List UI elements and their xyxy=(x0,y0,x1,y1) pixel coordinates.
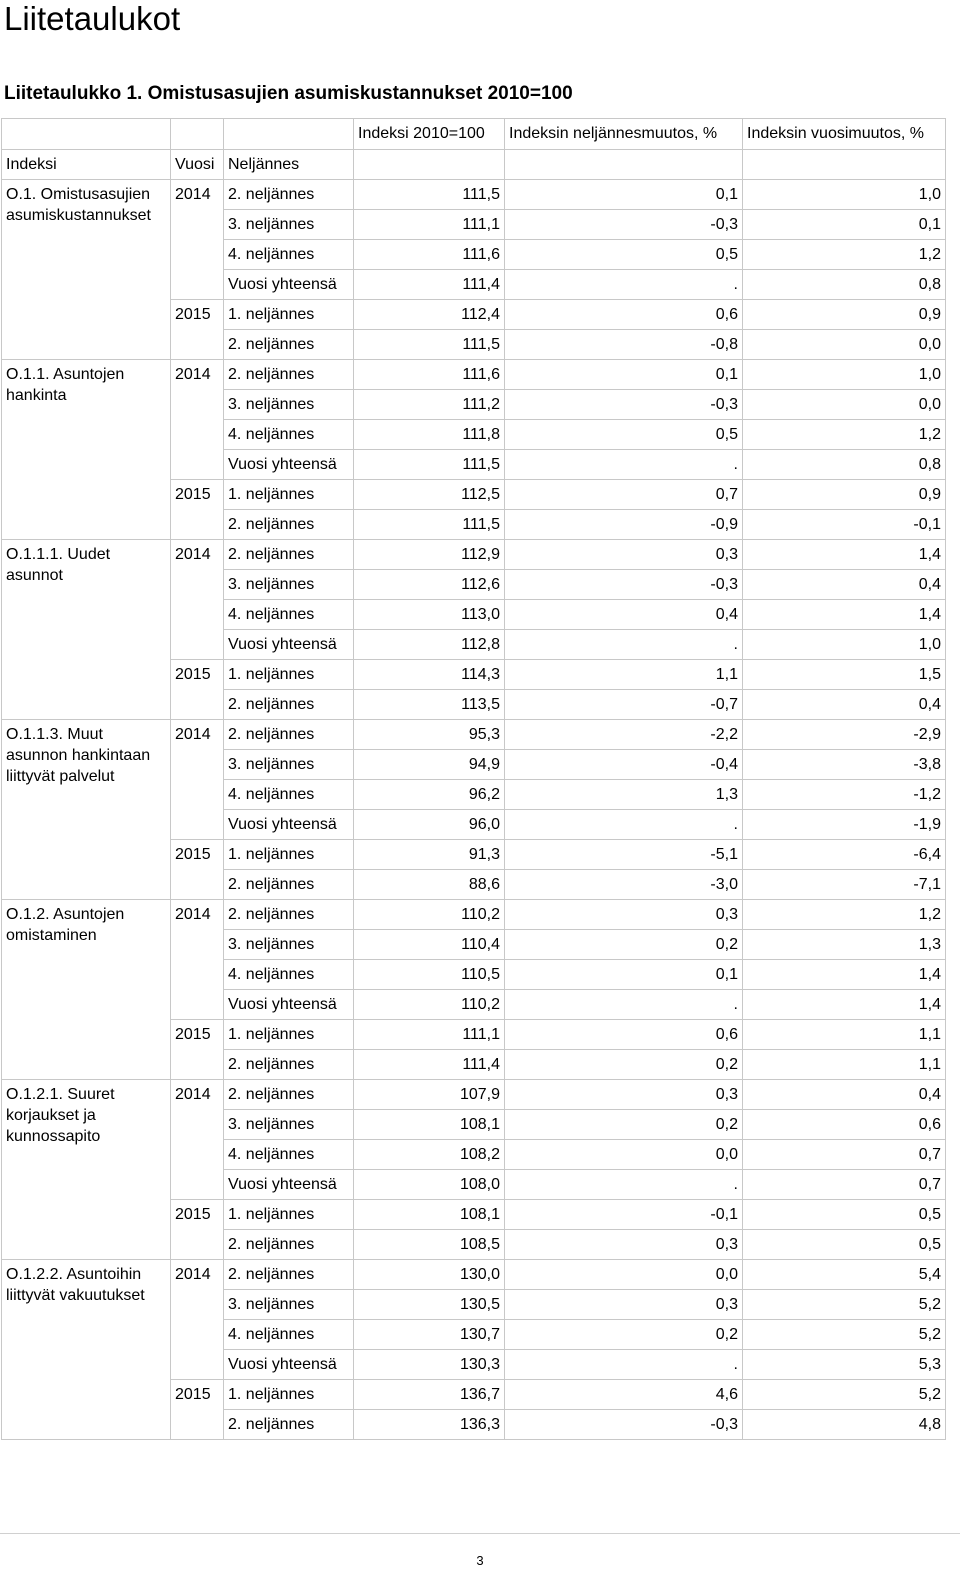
index-value-cell: 107,9 xyxy=(354,1080,505,1110)
annual-change-cell: 5,4 xyxy=(743,1260,946,1290)
quarter-cell: 2. neljännes xyxy=(224,540,354,570)
annual-change-cell: -3,8 xyxy=(743,750,946,780)
quarterly-change-cell: 0,2 xyxy=(505,930,743,960)
quarter-cell: 4. neljännes xyxy=(224,600,354,630)
quarterly-change-cell: 0,3 xyxy=(505,1080,743,1110)
quarter-cell: 2. neljännes xyxy=(224,900,354,930)
annual-change-cell: -2,9 xyxy=(743,720,946,750)
index-value-cell: 108,2 xyxy=(354,1140,505,1170)
index-value-cell: 94,9 xyxy=(354,750,505,780)
annual-change-cell: 0,5 xyxy=(743,1230,946,1260)
quarterly-change-cell: 1,1 xyxy=(505,660,743,690)
index-value-cell: 112,9 xyxy=(354,540,505,570)
quarter-cell: 3. neljännes xyxy=(224,570,354,600)
index-value-cell: 112,6 xyxy=(354,570,505,600)
index-group-label: O.1.1.1. Uudet asunnot xyxy=(2,540,171,720)
quarter-cell: 3. neljännes xyxy=(224,1290,354,1320)
index-value-cell: 130,7 xyxy=(354,1320,505,1350)
quarter-cell: 2. neljännes xyxy=(224,180,354,210)
annual-change-cell: 0,9 xyxy=(743,480,946,510)
annual-change-cell: -6,4 xyxy=(743,840,946,870)
quarterly-change-cell: . xyxy=(505,450,743,480)
quarterly-change-cell: 0,7 xyxy=(505,480,743,510)
index-value-cell: 108,0 xyxy=(354,1170,505,1200)
index-value-cell: 111,8 xyxy=(354,420,505,450)
quarter-cell: 1. neljännes xyxy=(224,1200,354,1230)
quarter-cell: 2. neljännes xyxy=(224,720,354,750)
annual-change-cell: -1,2 xyxy=(743,780,946,810)
quarter-cell: 1. neljännes xyxy=(224,1020,354,1050)
year-cell: 2015 xyxy=(171,840,224,900)
annual-change-cell: 0,7 xyxy=(743,1140,946,1170)
quarterly-change-cell: -0,3 xyxy=(505,210,743,240)
quarterly-change-cell: 0,4 xyxy=(505,600,743,630)
quarterly-change-cell: 4,6 xyxy=(505,1380,743,1410)
quarterly-change-cell: . xyxy=(505,630,743,660)
header-row-top xyxy=(2,119,946,150)
year-cell: 2014 xyxy=(171,900,224,1020)
index-value-cell: 112,5 xyxy=(354,480,505,510)
annual-change-cell: 1,3 xyxy=(743,930,946,960)
table-row xyxy=(2,1260,946,1290)
header-quarterly-change: Indeksin neljännesmuutos, % xyxy=(505,119,743,150)
quarterly-change-cell: -0,4 xyxy=(505,750,743,780)
annual-change-cell: -0,1 xyxy=(743,510,946,540)
index-value-cell: 136,7 xyxy=(354,1380,505,1410)
header-vuosi: Vuosi xyxy=(171,150,224,180)
quarterly-change-cell: 0,5 xyxy=(505,240,743,270)
index-value-cell: 112,8 xyxy=(354,630,505,660)
quarter-cell: 2. neljännes xyxy=(224,870,354,900)
year-cell: 2014 xyxy=(171,360,224,480)
quarterly-change-cell: . xyxy=(505,1170,743,1200)
quarterly-change-cell: . xyxy=(505,990,743,1020)
annual-change-cell: 5,2 xyxy=(743,1320,946,1350)
quarterly-change-cell: 0,2 xyxy=(505,1050,743,1080)
quarterly-change-cell: -0,9 xyxy=(505,510,743,540)
index-value-cell: 95,3 xyxy=(354,720,505,750)
annual-change-cell: 1,2 xyxy=(743,240,946,270)
quarter-cell: Vuosi yhteensä xyxy=(224,450,354,480)
table-row xyxy=(2,1080,946,1110)
index-value-cell: 96,0 xyxy=(354,810,505,840)
index-value-cell: 91,3 xyxy=(354,840,505,870)
header-annual-change: Indeksin vuosimuutos, % xyxy=(743,119,946,150)
annual-change-cell: 1,0 xyxy=(743,360,946,390)
quarter-cell: 3. neljännes xyxy=(224,1110,354,1140)
quarter-cell: Vuosi yhteensä xyxy=(224,630,354,660)
annual-change-cell: 0,4 xyxy=(743,570,946,600)
index-group-label: O.1.2.1. Suuret korjaukset ja kunnossapito xyxy=(2,1080,171,1260)
index-value-cell: 112,4 xyxy=(354,300,505,330)
quarterly-change-cell: 0,2 xyxy=(505,1110,743,1140)
quarter-cell: 1. neljännes xyxy=(224,840,354,870)
quarter-cell: 1. neljännes xyxy=(224,1380,354,1410)
annual-change-cell: 0,0 xyxy=(743,390,946,420)
index-value-cell: 110,2 xyxy=(354,900,505,930)
year-cell: 2014 xyxy=(171,540,224,660)
quarterly-change-cell: 0,3 xyxy=(505,1230,743,1260)
quarterly-change-cell: -3,0 xyxy=(505,870,743,900)
index-value-cell: 96,2 xyxy=(354,780,505,810)
annual-change-cell: 1,0 xyxy=(743,630,946,660)
header-blank-cell xyxy=(354,150,505,180)
table-row xyxy=(2,540,946,570)
annual-change-cell: 0,4 xyxy=(743,1080,946,1110)
quarterly-change-cell: . xyxy=(505,1350,743,1380)
index-value-cell: 111,1 xyxy=(354,210,505,240)
annual-change-cell: 0,9 xyxy=(743,300,946,330)
quarter-cell: 2. neljännes xyxy=(224,1230,354,1260)
header-blank-cell xyxy=(171,119,224,150)
index-group-label: O.1. Omistusasujien asumiskustannukset xyxy=(2,180,171,360)
quarter-cell: 2. neljännes xyxy=(224,330,354,360)
index-value-cell: 110,5 xyxy=(354,960,505,990)
quarter-cell: Vuosi yhteensä xyxy=(224,1350,354,1380)
quarter-cell: 1. neljännes xyxy=(224,660,354,690)
index-value-cell: 111,2 xyxy=(354,390,505,420)
quarterly-change-cell: 0,0 xyxy=(505,1260,743,1290)
year-cell: 2014 xyxy=(171,720,224,840)
quarterly-change-cell: -0,1 xyxy=(505,1200,743,1230)
quarter-cell: 2. neljännes xyxy=(224,1410,354,1440)
index-value-cell: 111,1 xyxy=(354,1020,505,1050)
quarter-cell: 4. neljännes xyxy=(224,960,354,990)
table-row xyxy=(2,900,946,930)
index-value-cell: 114,3 xyxy=(354,660,505,690)
index-value-cell: 113,0 xyxy=(354,600,505,630)
annual-change-cell: 1,1 xyxy=(743,1020,946,1050)
index-value-cell: 111,6 xyxy=(354,240,505,270)
annual-change-cell: 0,7 xyxy=(743,1170,946,1200)
year-cell: 2015 xyxy=(171,1200,224,1260)
index-group-label: O.1.2.2. Asuntoihin liittyvät vakuutukset xyxy=(2,1260,171,1440)
quarter-cell: Vuosi yhteensä xyxy=(224,810,354,840)
year-cell: 2015 xyxy=(171,480,224,540)
header-indeksi: Indeksi xyxy=(2,150,171,180)
quarter-cell: 2. neljännes xyxy=(224,690,354,720)
index-value-cell: 130,0 xyxy=(354,1260,505,1290)
quarterly-change-cell: 0,1 xyxy=(505,180,743,210)
index-value-cell: 111,5 xyxy=(354,180,505,210)
annual-change-cell: 0,5 xyxy=(743,1200,946,1230)
quarter-cell: 2. neljännes xyxy=(224,1050,354,1080)
year-cell: 2014 xyxy=(171,180,224,300)
annual-change-cell: 4,8 xyxy=(743,1410,946,1440)
annual-change-cell: 1,5 xyxy=(743,660,946,690)
quarter-cell: 1. neljännes xyxy=(224,300,354,330)
index-value-cell: 111,4 xyxy=(354,270,505,300)
index-value-cell: 111,5 xyxy=(354,510,505,540)
annual-change-cell: 5,3 xyxy=(743,1350,946,1380)
index-group-label: O.1.1. Asuntojen hankinta xyxy=(2,360,171,540)
year-cell: 2015 xyxy=(171,300,224,360)
annual-change-cell: 5,2 xyxy=(743,1290,946,1320)
annual-change-cell: -7,1 xyxy=(743,870,946,900)
quarterly-change-cell: -0,7 xyxy=(505,690,743,720)
annual-change-cell: -1,9 xyxy=(743,810,946,840)
index-value-cell: 108,1 xyxy=(354,1110,505,1140)
index-value-cell: 136,3 xyxy=(354,1410,505,1440)
quarter-cell: Vuosi yhteensä xyxy=(224,1170,354,1200)
index-value-cell: 111,5 xyxy=(354,450,505,480)
index-group-label: O.1.2. Asuntojen omistaminen xyxy=(2,900,171,1080)
annual-change-cell: 5,2 xyxy=(743,1380,946,1410)
quarterly-change-cell: . xyxy=(505,810,743,840)
quarter-cell: 2. neljännes xyxy=(224,1080,354,1110)
quarter-cell: 4. neljännes xyxy=(224,1320,354,1350)
table-row xyxy=(2,360,946,390)
header-blank-cell xyxy=(224,119,354,150)
index-value-cell: 130,3 xyxy=(354,1350,505,1380)
quarterly-change-cell: 0,6 xyxy=(505,300,743,330)
page-title: Liitetaulukot xyxy=(4,0,181,37)
quarterly-change-cell: 0,2 xyxy=(505,1320,743,1350)
quarterly-change-cell: 0,5 xyxy=(505,420,743,450)
annual-change-cell: 0,8 xyxy=(743,270,946,300)
table-caption: Liitetaulukko 1. Omistusasujien asumiskustannukset 2010=100 xyxy=(4,83,573,104)
year-cell: 2015 xyxy=(171,1020,224,1080)
annual-change-cell: 1,2 xyxy=(743,420,946,450)
quarter-cell: 3. neljännes xyxy=(224,390,354,420)
header-neljannes: Neljännes xyxy=(224,150,354,180)
header-row-bottom xyxy=(2,150,946,180)
quarter-cell: 3. neljännes xyxy=(224,750,354,780)
year-cell: 2014 xyxy=(171,1080,224,1200)
annual-change-cell: 1,4 xyxy=(743,960,946,990)
index-value-cell: 110,4 xyxy=(354,930,505,960)
quarterly-change-cell: -0,3 xyxy=(505,1410,743,1440)
index-value-cell: 110,2 xyxy=(354,990,505,1020)
quarter-cell: 3. neljännes xyxy=(224,210,354,240)
index-value-cell: 108,5 xyxy=(354,1230,505,1260)
quarterly-change-cell: 0,1 xyxy=(505,960,743,990)
data-table xyxy=(1,118,946,1440)
index-group-label: O.1.1.3. Muut asunnon hankintaan liittyvät palvelut xyxy=(2,720,171,900)
quarterly-change-cell: 0,3 xyxy=(505,900,743,930)
annual-change-cell: 0,4 xyxy=(743,690,946,720)
annual-change-cell: 1,4 xyxy=(743,990,946,1020)
quarterly-change-cell: 0,3 xyxy=(505,540,743,570)
annual-change-cell: 0,6 xyxy=(743,1110,946,1140)
quarter-cell: 4. neljännes xyxy=(224,420,354,450)
index-value-cell: 111,5 xyxy=(354,330,505,360)
quarterly-change-cell: -2,2 xyxy=(505,720,743,750)
quarter-cell: 4. neljännes xyxy=(224,240,354,270)
quarterly-change-cell: 0,1 xyxy=(505,360,743,390)
page-number: 3 xyxy=(476,1553,484,1568)
annual-change-cell: 1,4 xyxy=(743,600,946,630)
quarterly-change-cell: -5,1 xyxy=(505,840,743,870)
quarter-cell: 1. neljännes xyxy=(224,480,354,510)
annual-change-cell: 1,0 xyxy=(743,180,946,210)
header-index-value: Indeksi 2010=100 xyxy=(354,119,505,150)
quarterly-change-cell: . xyxy=(505,270,743,300)
quarterly-change-cell: 0,6 xyxy=(505,1020,743,1050)
index-value-cell: 130,5 xyxy=(354,1290,505,1320)
quarter-cell: Vuosi yhteensä xyxy=(224,990,354,1020)
quarterly-change-cell: -0,3 xyxy=(505,390,743,420)
table-row xyxy=(2,720,946,750)
annual-change-cell: 0,0 xyxy=(743,330,946,360)
footer-divider xyxy=(0,1533,960,1534)
quarter-cell: 3. neljännes xyxy=(224,930,354,960)
header-blank-cell xyxy=(2,119,171,150)
table-row xyxy=(2,180,946,210)
quarter-cell: 2. neljännes xyxy=(224,510,354,540)
header-blank-cell xyxy=(505,150,743,180)
index-value-cell: 88,6 xyxy=(354,870,505,900)
quarterly-change-cell: 0,3 xyxy=(505,1290,743,1320)
quarter-cell: 2. neljännes xyxy=(224,360,354,390)
index-value-cell: 108,1 xyxy=(354,1200,505,1230)
header-blank-cell xyxy=(743,150,946,180)
annual-change-cell: 0,8 xyxy=(743,450,946,480)
annual-change-cell: 1,4 xyxy=(743,540,946,570)
index-value-cell: 111,4 xyxy=(354,1050,505,1080)
annual-change-cell: 1,1 xyxy=(743,1050,946,1080)
year-cell: 2015 xyxy=(171,1380,224,1440)
quarter-cell: 4. neljännes xyxy=(224,780,354,810)
year-cell: 2015 xyxy=(171,660,224,720)
quarterly-change-cell: 1,3 xyxy=(505,780,743,810)
quarter-cell: 2. neljännes xyxy=(224,1260,354,1290)
table-body xyxy=(2,180,946,1440)
annual-change-cell: 0,1 xyxy=(743,210,946,240)
quarter-cell: Vuosi yhteensä xyxy=(224,270,354,300)
annual-change-cell: 1,2 xyxy=(743,900,946,930)
quarterly-change-cell: 0,0 xyxy=(505,1140,743,1170)
quarterly-change-cell: -0,3 xyxy=(505,570,743,600)
index-value-cell: 111,6 xyxy=(354,360,505,390)
year-cell: 2014 xyxy=(171,1260,224,1380)
quarterly-change-cell: -0,8 xyxy=(505,330,743,360)
index-value-cell: 113,5 xyxy=(354,690,505,720)
quarter-cell: 4. neljännes xyxy=(224,1140,354,1170)
